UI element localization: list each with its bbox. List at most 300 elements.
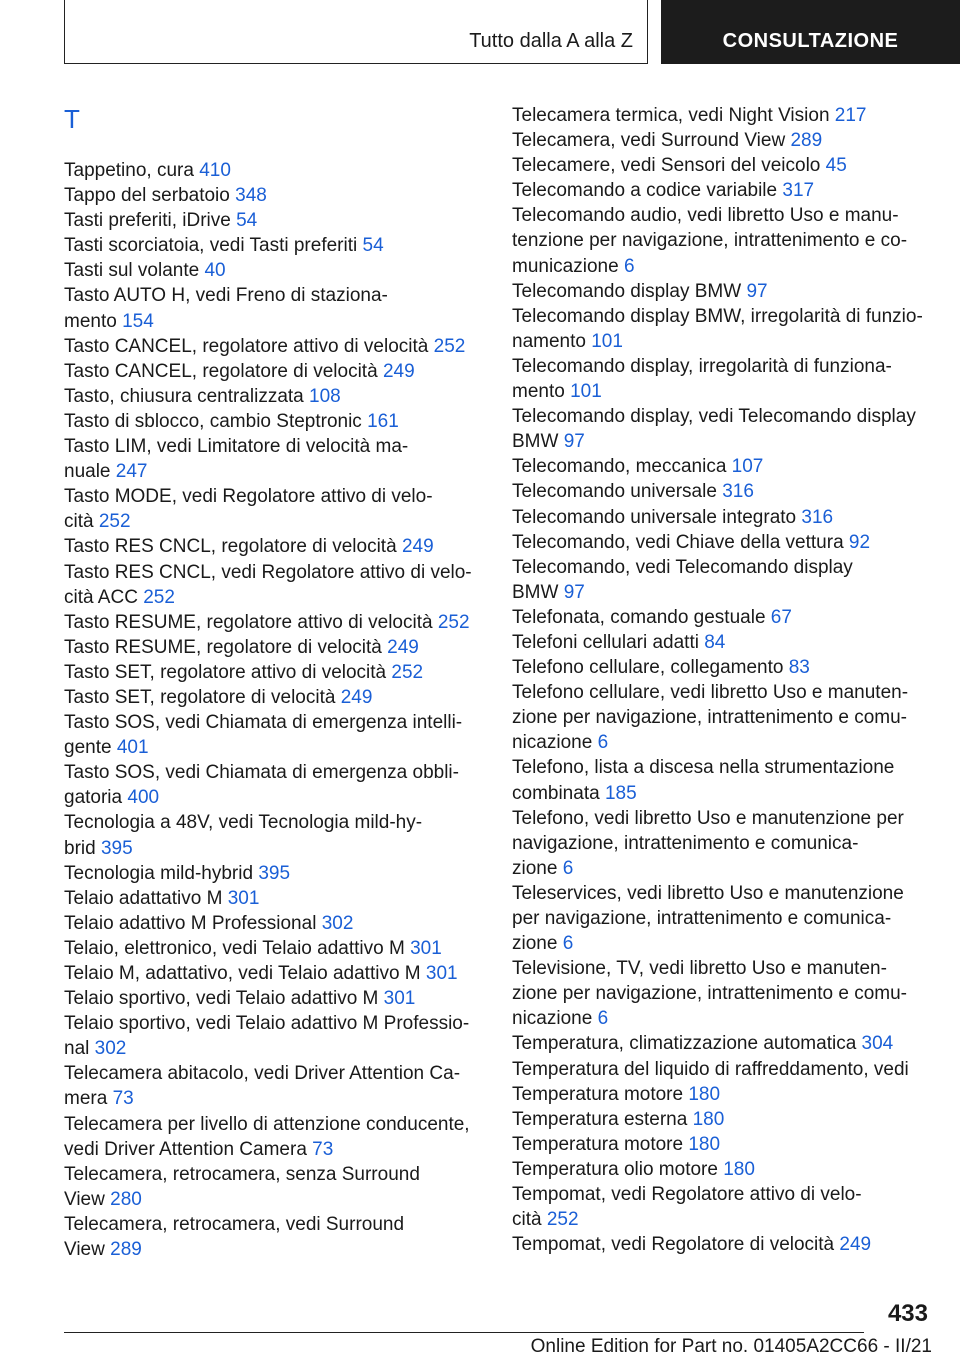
index-entry-text: Tasto CANCEL, regolatore attivo di velocità xyxy=(64,335,434,357)
index-entry xyxy=(512,178,942,203)
page-reference-link[interactable]: 289 xyxy=(790,130,823,152)
page-reference-link[interactable]: 410 xyxy=(199,160,231,181)
index-entry xyxy=(512,530,942,555)
index-entry-line xyxy=(512,655,942,680)
index-entry-line xyxy=(512,354,942,379)
page-reference-link[interactable]: 301 xyxy=(425,963,458,984)
index-entry-line xyxy=(512,203,942,228)
page-reference-link[interactable]: 84 xyxy=(704,631,726,653)
index-entry-text: Telefono, lista a discesa nella strumentazione xyxy=(512,757,895,779)
page-reference-link[interactable]: 395 xyxy=(258,862,291,884)
index-entry-text: Tempomat, vedi Regolatore attivo di velo- xyxy=(512,1184,862,1206)
page-reference-link[interactable]: 289 xyxy=(110,1239,142,1261)
index-entry-text: Telecamera per livello di attenzione conducente, xyxy=(64,1113,470,1135)
page-reference-link[interactable]: 395 xyxy=(100,837,133,859)
index-entry-line xyxy=(512,454,942,479)
index-entry-line xyxy=(512,178,942,203)
page-reference-link[interactable]: 280 xyxy=(110,1188,142,1210)
index-entry-text: Tasto MODE, vedi Regolatore attivo di velo- xyxy=(64,486,433,508)
index-entry-line xyxy=(64,735,494,760)
page-reference-link[interactable]: 67 xyxy=(770,606,792,628)
index-entry-text: cità ACC xyxy=(64,586,144,608)
index-entry-text: Telaio adattativo M xyxy=(64,887,228,909)
page-reference-link[interactable]: 6 xyxy=(562,857,574,879)
index-entry-line xyxy=(512,103,942,128)
index-entry-line xyxy=(64,911,494,936)
index-entry xyxy=(64,334,494,359)
index-entry-text: Tasto RESUME, regolatore attivo di velocità xyxy=(64,611,438,633)
index-entry xyxy=(64,660,494,685)
index-entry-line xyxy=(512,705,942,730)
page-reference-link[interactable]: 252 xyxy=(546,1209,579,1231)
index-entry xyxy=(512,1232,942,1257)
index-entry-line xyxy=(512,279,942,304)
index-entry-line xyxy=(512,605,942,630)
index-entry-text: municazione xyxy=(512,255,624,277)
index-entry-text: Tasto SET, regolatore attivo di velocità xyxy=(64,661,392,683)
index-entry-text: Tasto RES CNCL, vedi Regolatore attivo di velo- xyxy=(64,561,472,583)
index-entry-line xyxy=(512,1057,942,1082)
index-entry-text: Telecamera abitacolo, vedi Driver Attention Ca- xyxy=(64,1063,461,1085)
index-entry-text: Telaio sportivo, vedi Telaio adattivo M Professio- xyxy=(64,1013,470,1035)
index-entry-text: Telecamera, retrocamera, vedi Surround xyxy=(64,1213,405,1235)
index-entry xyxy=(512,755,942,805)
page-reference-link[interactable]: 217 xyxy=(834,105,867,126)
page-reference-link[interactable]: 249 xyxy=(839,1234,872,1256)
index-entry-line xyxy=(512,1006,942,1031)
index-entry-text: View xyxy=(64,1188,111,1210)
index-entry-text: zione per navigazione, intrattenimento e comu- xyxy=(512,707,908,729)
index-entry xyxy=(512,203,942,278)
index-entry-text: Tasto SET, regolatore di velocità xyxy=(64,686,341,708)
index-entry-line xyxy=(512,1207,942,1232)
index-entry xyxy=(64,233,494,258)
index-entry xyxy=(64,1061,494,1111)
index-entry-line xyxy=(64,760,494,785)
index-entry-text: Temperatura, climatizzazione automatica xyxy=(512,1033,862,1055)
header-chapter-title: CONSULTAZIONE xyxy=(722,30,899,52)
index-entry-text: Tasto di sblocco, cambio Steptronic xyxy=(64,410,368,432)
index-entry-text: Teleservices, vedi libretto Uso e manutenzione xyxy=(512,882,904,904)
index-entry xyxy=(64,534,494,559)
index-entry-text: Telecomando display BMW xyxy=(512,280,747,302)
index-entry-line xyxy=(64,183,494,208)
index-entry-text: Telecomando a codice variabile xyxy=(512,180,783,202)
index-entry-text: zione xyxy=(512,933,563,955)
page-reference-link[interactable]: 107 xyxy=(731,456,764,478)
index-entry xyxy=(512,680,942,755)
index-entry-line xyxy=(64,158,494,183)
index-entry-line xyxy=(512,1182,942,1207)
index-entry-line xyxy=(512,153,942,178)
index-entry-line xyxy=(64,309,494,334)
index-entry-text: brid xyxy=(64,837,101,859)
index-entry-line xyxy=(64,409,494,434)
index-entry-text: Telecomando universale xyxy=(512,481,723,503)
index-entry xyxy=(512,881,942,956)
index-entry-line xyxy=(64,685,494,710)
index-entry-line xyxy=(512,755,942,780)
index-entry-line xyxy=(64,384,494,409)
index-entry-line xyxy=(64,585,494,610)
page-reference-link[interactable]: 83 xyxy=(788,657,810,679)
page-reference-link[interactable]: 304 xyxy=(861,1033,894,1055)
index-entry-line xyxy=(64,1086,494,1111)
page-reference-link[interactable]: 6 xyxy=(562,933,574,955)
index-entry xyxy=(512,279,942,304)
index-entry-line xyxy=(64,1187,494,1212)
page-reference-link[interactable]: 252 xyxy=(391,661,424,683)
index-entry xyxy=(64,384,494,409)
index-entry xyxy=(64,810,494,860)
index-entry-text: Tasto SOS, vedi Chiamata di emergenza obbli- xyxy=(64,762,459,784)
index-entry-text: Telefoni cellulari adatti xyxy=(512,631,705,653)
index-entry-text: Telefonata, comando gestuale xyxy=(512,606,771,628)
index-entry-text: Tasto LIM, vedi Limitatore di velocità ma- xyxy=(64,436,409,458)
page-reference-link[interactable]: 97 xyxy=(563,431,585,453)
index-entry xyxy=(512,1182,942,1232)
page-reference-link[interactable]: 249 xyxy=(340,686,373,708)
index-entry-line xyxy=(512,479,942,504)
index-entry-text: Telaio adattivo M Professional xyxy=(64,912,322,934)
index-entry xyxy=(64,1112,494,1162)
index-entry-text: Tecnologia mild-hybrid xyxy=(64,862,259,884)
page-reference-link[interactable]: 249 xyxy=(382,360,415,382)
page-reference-link[interactable]: 6 xyxy=(623,255,635,277)
index-entry-line xyxy=(512,630,942,655)
index-entry-text: Telaio sportivo, vedi Telaio adattivo M xyxy=(64,988,384,1010)
page-reference-link[interactable]: 40 xyxy=(204,260,226,282)
index-entry-line xyxy=(64,1162,494,1187)
index-entry-line xyxy=(512,530,942,555)
page-reference-link[interactable]: 400 xyxy=(127,787,160,809)
index-entry-text: gente xyxy=(64,737,117,759)
index-entry-line xyxy=(512,555,942,580)
index-entry-line xyxy=(64,1036,494,1061)
index-entry xyxy=(64,710,494,760)
page-reference-link[interactable]: 401 xyxy=(116,737,149,759)
index-entry-text: Tasto, chiusura centralizzata xyxy=(64,385,310,407)
index-entry-text: Tasto AUTO H, vedi Freno di staziona- xyxy=(64,285,388,307)
index-entry xyxy=(512,1031,942,1056)
index-letter: T xyxy=(64,104,80,134)
index-entry-text: Tappetino, cura xyxy=(64,160,200,181)
page-reference-link[interactable]: 45 xyxy=(825,155,847,177)
index-entry xyxy=(512,1157,942,1182)
index-entry-line xyxy=(64,1011,494,1036)
index-entry xyxy=(512,1057,942,1107)
index-entry xyxy=(64,208,494,233)
index-entry-line xyxy=(64,233,494,258)
index-entry-text: namento xyxy=(512,330,592,352)
index-entry xyxy=(512,354,942,404)
index-entry xyxy=(64,886,494,911)
page-reference-link[interactable]: 101 xyxy=(570,381,602,403)
index-entry-text: Telecomando display, vedi Telecomando display xyxy=(512,406,916,428)
page-reference-link[interactable]: 6 xyxy=(597,1008,609,1030)
index-entry-text: BMW xyxy=(512,581,564,603)
page-reference-link[interactable]: 249 xyxy=(387,636,419,658)
index-entry-text: Telecomando audio, vedi libretto Uso e manu- xyxy=(512,205,899,227)
index-entry-line xyxy=(64,785,494,810)
index-entry-text: Tempomat, vedi Regolatore di velocità xyxy=(512,1234,840,1256)
index-entry xyxy=(64,258,494,283)
index-entry-line xyxy=(512,128,942,153)
index-entry xyxy=(64,158,494,183)
index-entry-line xyxy=(512,781,942,806)
index-entry xyxy=(64,560,494,610)
index-entry-line xyxy=(512,931,942,956)
index-entry-line xyxy=(512,906,942,931)
index-entry-text: Tasti preferiti, iDrive xyxy=(64,210,237,232)
page-reference-link[interactable]: 154 xyxy=(122,310,154,332)
index-entry-line xyxy=(64,1137,494,1162)
index-entry-line xyxy=(64,861,494,886)
index-entry-text: Telaio, elettronico, vedi Telaio adattivo M xyxy=(64,937,411,959)
index-entry-text: Telecomando, meccanica xyxy=(512,456,732,478)
index-entry-line xyxy=(512,981,942,1006)
index-entry xyxy=(64,986,494,1011)
page-reference-link[interactable]: 180 xyxy=(688,1083,721,1105)
index-entry xyxy=(64,760,494,810)
index-entry-line xyxy=(64,560,494,585)
index-entry-line xyxy=(64,359,494,384)
page-reference-link[interactable]: 92 xyxy=(848,531,871,553)
index-entry xyxy=(512,304,942,354)
page-reference-link[interactable]: 185 xyxy=(604,782,637,804)
page-reference-link[interactable]: 54 xyxy=(236,210,258,232)
index-entry-text: Tappo del serbatoio xyxy=(64,185,236,207)
index-entry xyxy=(64,183,494,208)
index-entry-line xyxy=(512,956,942,981)
page-reference-link[interactable]: 316 xyxy=(801,506,834,528)
page-reference-link[interactable]: 252 xyxy=(143,586,175,608)
page-reference-link[interactable]: 6 xyxy=(597,732,609,754)
index-entry-text: Telecomando, vedi Chiave della vettura xyxy=(512,531,849,553)
index-entry-text: nicazione xyxy=(512,732,598,754)
index-entry-text: nuale xyxy=(64,461,116,483)
page-reference-link[interactable]: 180 xyxy=(692,1108,725,1130)
page-reference-link[interactable]: 101 xyxy=(591,330,623,352)
index-entry-line xyxy=(512,680,942,705)
page-reference-link[interactable]: 252 xyxy=(98,511,131,533)
index-entry-line xyxy=(64,283,494,308)
index-entry xyxy=(64,1011,494,1061)
index-entry xyxy=(64,409,494,434)
index-entry xyxy=(64,911,494,936)
page-reference-link[interactable]: 54 xyxy=(362,235,384,257)
index-entry-line xyxy=(512,1232,942,1257)
index-column-right xyxy=(512,103,942,1257)
index-entry-text: Tasto RES CNCL, regolatore di velocità xyxy=(64,536,402,558)
index-entry-line xyxy=(64,961,494,986)
index-entry-line xyxy=(512,730,942,755)
page-reference-link[interactable]: 97 xyxy=(746,280,768,302)
index-entry xyxy=(512,956,942,1031)
index-entry-line xyxy=(512,329,942,354)
index-entry xyxy=(64,434,494,484)
index-entry xyxy=(512,605,942,630)
index-column-left xyxy=(64,158,494,1262)
page-reference-link[interactable]: 348 xyxy=(235,185,267,207)
index-entry-text: Tasto RESUME, regolatore di velocità xyxy=(64,636,388,658)
index-entry xyxy=(512,1107,942,1132)
index-entry-text: Televisione, TV, vedi libretto Uso e manuten- xyxy=(512,958,887,980)
index-entry-line xyxy=(64,1112,494,1137)
page-reference-link[interactable]: 180 xyxy=(723,1158,755,1180)
page-reference-link[interactable]: 302 xyxy=(94,1038,127,1060)
index-entry-text: per navigazione, intrattenimento e comunica- xyxy=(512,908,892,929)
index-entry-line xyxy=(64,810,494,835)
index-entry-line xyxy=(512,228,942,253)
index-entry-line xyxy=(64,334,494,359)
index-entry-text: navigazione, intrattenimento e comunica- xyxy=(512,832,859,854)
index-entry-line xyxy=(64,534,494,559)
index-entry-text: Telefono cellulare, vedi libretto Uso e manuten- xyxy=(512,682,909,704)
index-entry-text: Tasti sul volante xyxy=(64,260,205,282)
index-entry-text: Telecamera, vedi Surround View xyxy=(512,130,791,152)
index-entry-line xyxy=(512,254,942,279)
page-reference-link[interactable]: 302 xyxy=(321,912,354,934)
index-entry xyxy=(512,479,942,504)
index-entry-text: nicazione xyxy=(512,1008,598,1030)
index-entry xyxy=(64,484,494,534)
index-entry-line xyxy=(64,986,494,1011)
index-entry-text: Telecamera termica, vedi Night Vision xyxy=(512,105,835,126)
index-entry-text: cità xyxy=(512,1209,547,1231)
index-entry-text: Telecomando, vedi Telecomando display xyxy=(512,556,853,578)
index-entry xyxy=(64,861,494,886)
index-entry-line xyxy=(64,434,494,459)
index-entry xyxy=(64,610,494,635)
index-entry-line xyxy=(512,429,942,454)
index-entry xyxy=(512,404,942,454)
index-entry-text: Telecamera, retrocamera, senza Surround xyxy=(64,1163,420,1185)
index-entry-line xyxy=(512,856,942,881)
index-entry xyxy=(64,1212,494,1262)
page-reference-link[interactable]: 247 xyxy=(115,461,148,483)
index-entry xyxy=(512,806,942,881)
index-entry-text: Temperatura del liquido di raffreddamento, vedi xyxy=(512,1058,909,1080)
index-entry xyxy=(512,630,942,655)
index-entry xyxy=(512,505,942,530)
index-entry xyxy=(512,555,942,605)
index-entry-line xyxy=(64,459,494,484)
index-entry xyxy=(512,454,942,479)
index-entry-text: mera xyxy=(64,1088,113,1110)
index-entry-text: Temperatura motore xyxy=(512,1083,689,1105)
index-entry-text: zione per navigazione, intrattenimento e comu- xyxy=(512,983,908,1005)
index-entry-text: mento xyxy=(64,310,123,332)
index-entry-text: Telecomando universale integrato xyxy=(512,506,802,528)
index-entry-line xyxy=(512,404,942,429)
index-entry xyxy=(64,635,494,660)
index-entry xyxy=(64,936,494,961)
index-entry-text: Temperatura motore xyxy=(512,1133,689,1155)
index-entry-text: Telefono, vedi libretto Uso e manutenzione per xyxy=(512,807,904,829)
index-entry xyxy=(512,153,942,178)
index-entry xyxy=(512,655,942,680)
index-entry-line xyxy=(512,379,942,404)
index-entry-text: Telecomando display, irregolarità di funziona- xyxy=(512,355,892,377)
page-number: 433 xyxy=(887,1300,928,1327)
header-section-title: Tutto dalla A alla Z xyxy=(469,30,633,52)
index-entry-line xyxy=(512,1157,942,1182)
index-entry-line xyxy=(512,831,942,856)
index-entry-text: Telaio M, adattativo, vedi Telaio adattivo M xyxy=(64,963,426,984)
index-entry-text: tenzione per navigazione, intrattenimento e co- xyxy=(512,230,908,252)
header-chapter-tab xyxy=(661,0,960,64)
index-entry-text: Tasto CANCEL, regolatore di velocità xyxy=(64,360,383,382)
index-entry-line xyxy=(64,610,494,635)
index-entry-line xyxy=(64,886,494,911)
index-entry-line xyxy=(512,505,942,530)
index-entry-line xyxy=(64,635,494,660)
index-entry xyxy=(512,1132,942,1157)
index-entry-line xyxy=(64,836,494,861)
index-entry-text: Telecamere, vedi Sensori del veicolo xyxy=(512,155,826,177)
index-entry-text: Telefono cellulare, collegamento xyxy=(512,657,789,679)
page-reference-link[interactable]: 316 xyxy=(722,481,754,503)
index-entry-text: Telecomando display BMW, irregolarità di funzio- xyxy=(512,305,923,327)
index-entry-line xyxy=(512,580,942,605)
index-entry-text: Tecnologia a 48V, vedi Tecnologia mild-hy- xyxy=(64,812,423,834)
footer-edition-text: Online Edition for Part no. 01405A2CC66 - II/21 xyxy=(530,1336,932,1357)
index-entry-line xyxy=(64,258,494,283)
page-reference-link[interactable]: 301 xyxy=(227,887,260,909)
index-entry-text: BMW xyxy=(512,431,564,453)
index-entry-text: gatoria xyxy=(64,787,128,809)
page-reference-link[interactable]: 249 xyxy=(401,536,434,558)
page-reference-link[interactable]: 317 xyxy=(782,180,815,202)
index-entry-text: Temperatura olio motore xyxy=(512,1158,724,1180)
index-entry-line xyxy=(64,1061,494,1086)
page-reference-link[interactable]: 252 xyxy=(437,611,470,633)
index-entry xyxy=(64,685,494,710)
footer-rule xyxy=(64,1332,864,1333)
index-entry-text: zione xyxy=(512,857,563,879)
index-entry-text: vedi Driver Attention Camera xyxy=(64,1138,313,1160)
index-entry-line xyxy=(64,1237,494,1262)
index-entry-text: cità xyxy=(64,511,99,533)
index-entry-line xyxy=(64,509,494,534)
index-entry-text: Tasti scorciatoia, vedi Tasti preferiti xyxy=(64,235,363,257)
index-entry-line xyxy=(64,208,494,233)
index-entry xyxy=(512,128,942,153)
page-reference-link[interactable]: 97 xyxy=(563,581,585,603)
page-reference-link[interactable]: 73 xyxy=(112,1088,134,1110)
index-entry-line xyxy=(512,1031,942,1056)
page-reference-link[interactable]: 161 xyxy=(367,410,399,432)
page-reference-link[interactable]: 252 xyxy=(433,335,466,357)
index-entry xyxy=(512,103,942,128)
index-entry-text: View xyxy=(64,1239,111,1261)
index-entry-line xyxy=(64,484,494,509)
page-reference-link[interactable]: 301 xyxy=(383,988,416,1010)
index-entry xyxy=(64,961,494,986)
page-reference-link[interactable]: 180 xyxy=(688,1133,721,1155)
index-entry-line xyxy=(512,881,942,906)
index-entry-line xyxy=(512,1132,942,1157)
index-entry-line xyxy=(512,1082,942,1107)
page-reference-link[interactable]: 108 xyxy=(309,385,341,407)
page-reference-link[interactable]: 73 xyxy=(312,1138,334,1160)
index-entry-line xyxy=(512,304,942,329)
index-entry-text: nal xyxy=(64,1038,95,1060)
page-reference-link[interactable]: 301 xyxy=(410,937,442,959)
index-entry-line xyxy=(64,936,494,961)
index-entry-line xyxy=(64,660,494,685)
